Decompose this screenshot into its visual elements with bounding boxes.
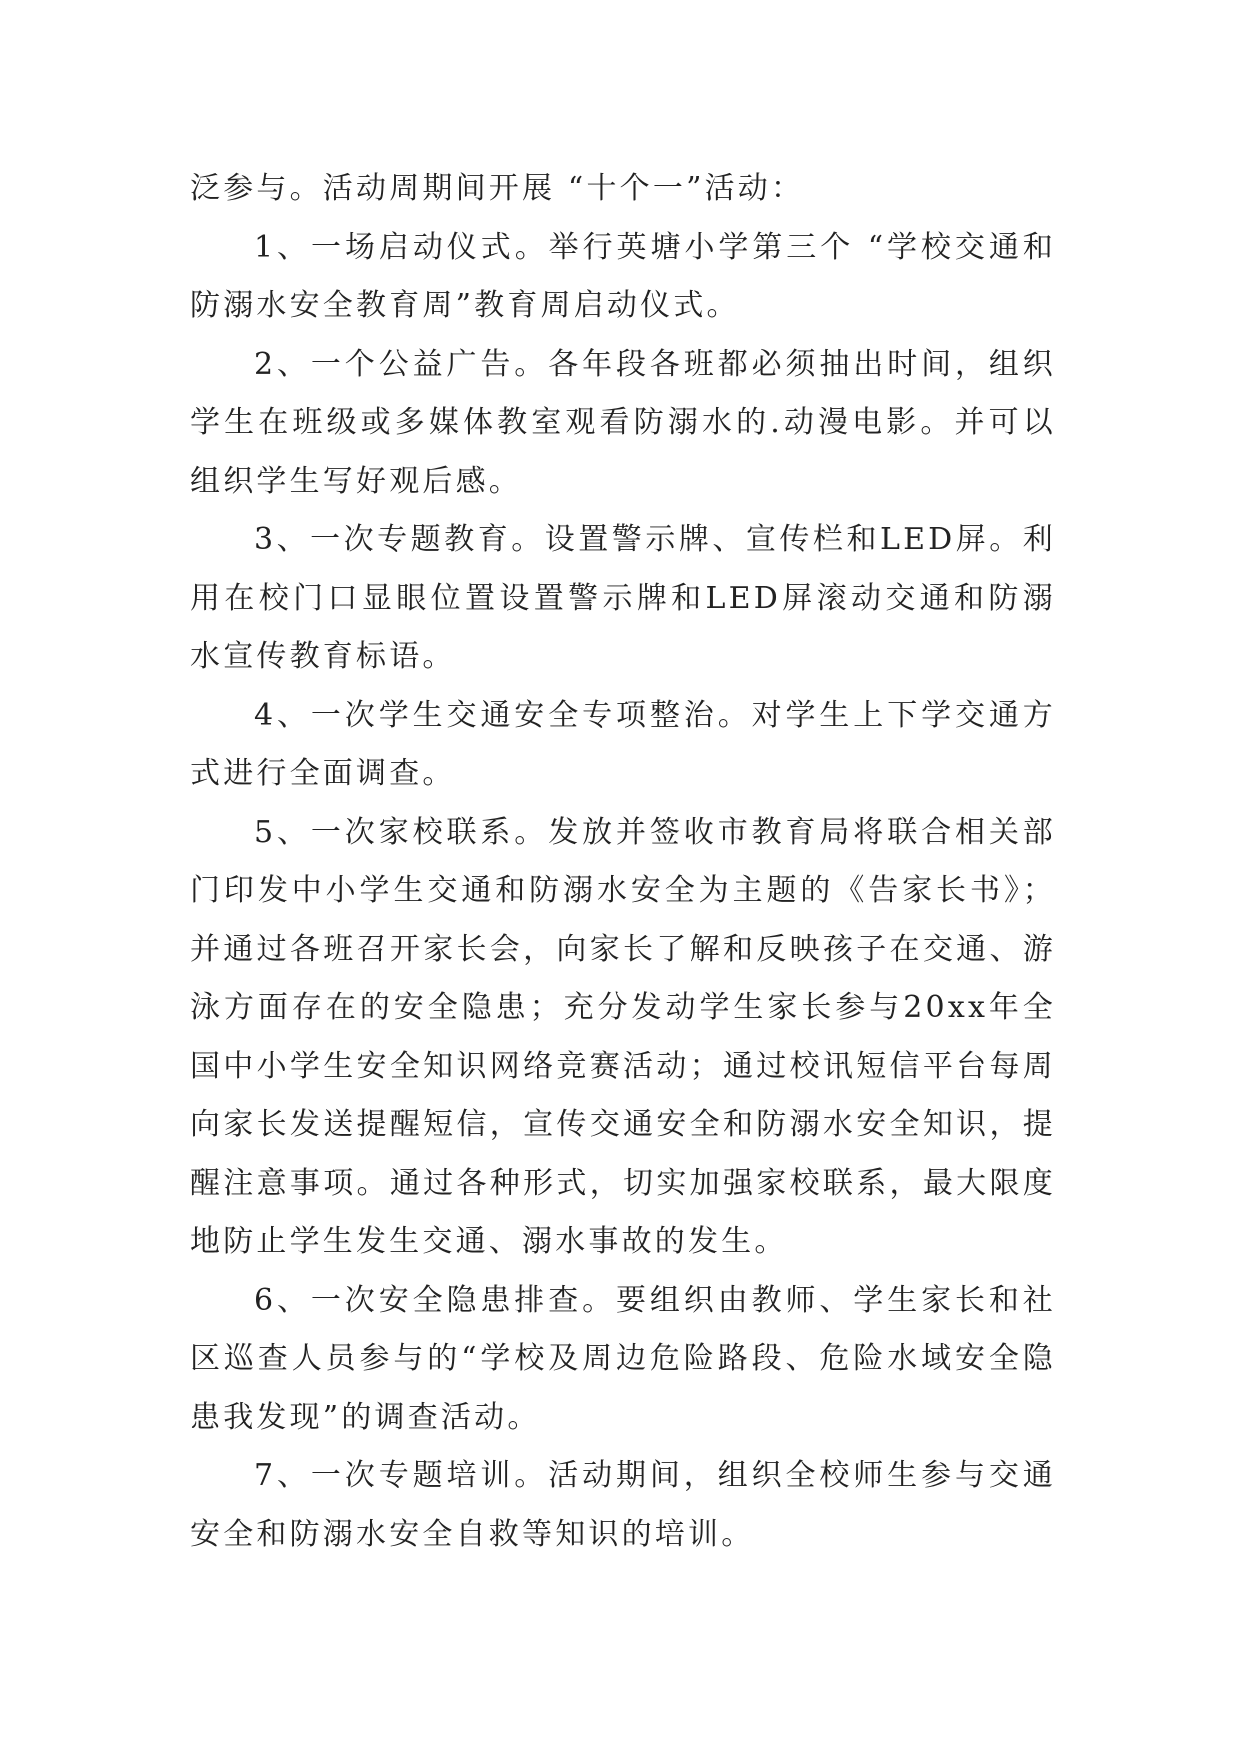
- document-body: [190, 160, 1056, 1564]
- paragraph-item-2: 2、一个公益广告。各年段各班都必须抽出时间，组织学生在班级或多媒体教室观看防溺水的.动漫电影。并可以组织学生写好观后感。: [190, 346, 1056, 499]
- paragraph-item-6: 6、一次安全隐患排查。要组织由教师、学生家长和社区巡查人员参与的“学校及周边危险路段、危险水域安全隐患我发现”的调查活动。: [190, 1282, 1056, 1435]
- paragraph-item-4: 4、一次学生交通安全专项整治。对学生上下学交通方式进行全面调查。: [190, 697, 1056, 791]
- paragraph-item-7: 7、一次专题培训。活动期间，组织全校师生参与交通安全和防溺水安全自救等知识的培训。: [190, 1458, 1056, 1552]
- paragraph-item-5: 5、一次家校联系。发放并签收市教育局将联合相关部门印发中小学生交通和防溺水安全为主题的《告家长书》；并通过各班召开家长会，向家长了解和反映孩子在交通、游泳方面存在的安全隐患；充分发动学生家长参与20xx年全国中小学生安全知识网络竞赛活动；通过校讯短信平台每周向家长发送提醒短信，宣传交通安全和防溺水安全知识，提醒注意事项。通过各种形式，切实加强家校联系，最大限度地防止学生发生交通、溺水事故的发生。: [190, 814, 1056, 1259]
- paragraph-item-1: 1、一场启动仪式。举行英塘小学第三个 “学校交通和防溺水安全教育周”教育周启动仪式。: [190, 229, 1056, 323]
- paragraph-item-3: 3、一次专题教育。设置警示牌、宣传栏和LED屏。利用在校门口显眼位置设置警示牌和LED屏滚动交通和防溺水宣传教育标语。: [190, 522, 1056, 674]
- paragraph-continuation: 泛参与。活动周期间开展 “十个一”活动：: [190, 171, 805, 206]
